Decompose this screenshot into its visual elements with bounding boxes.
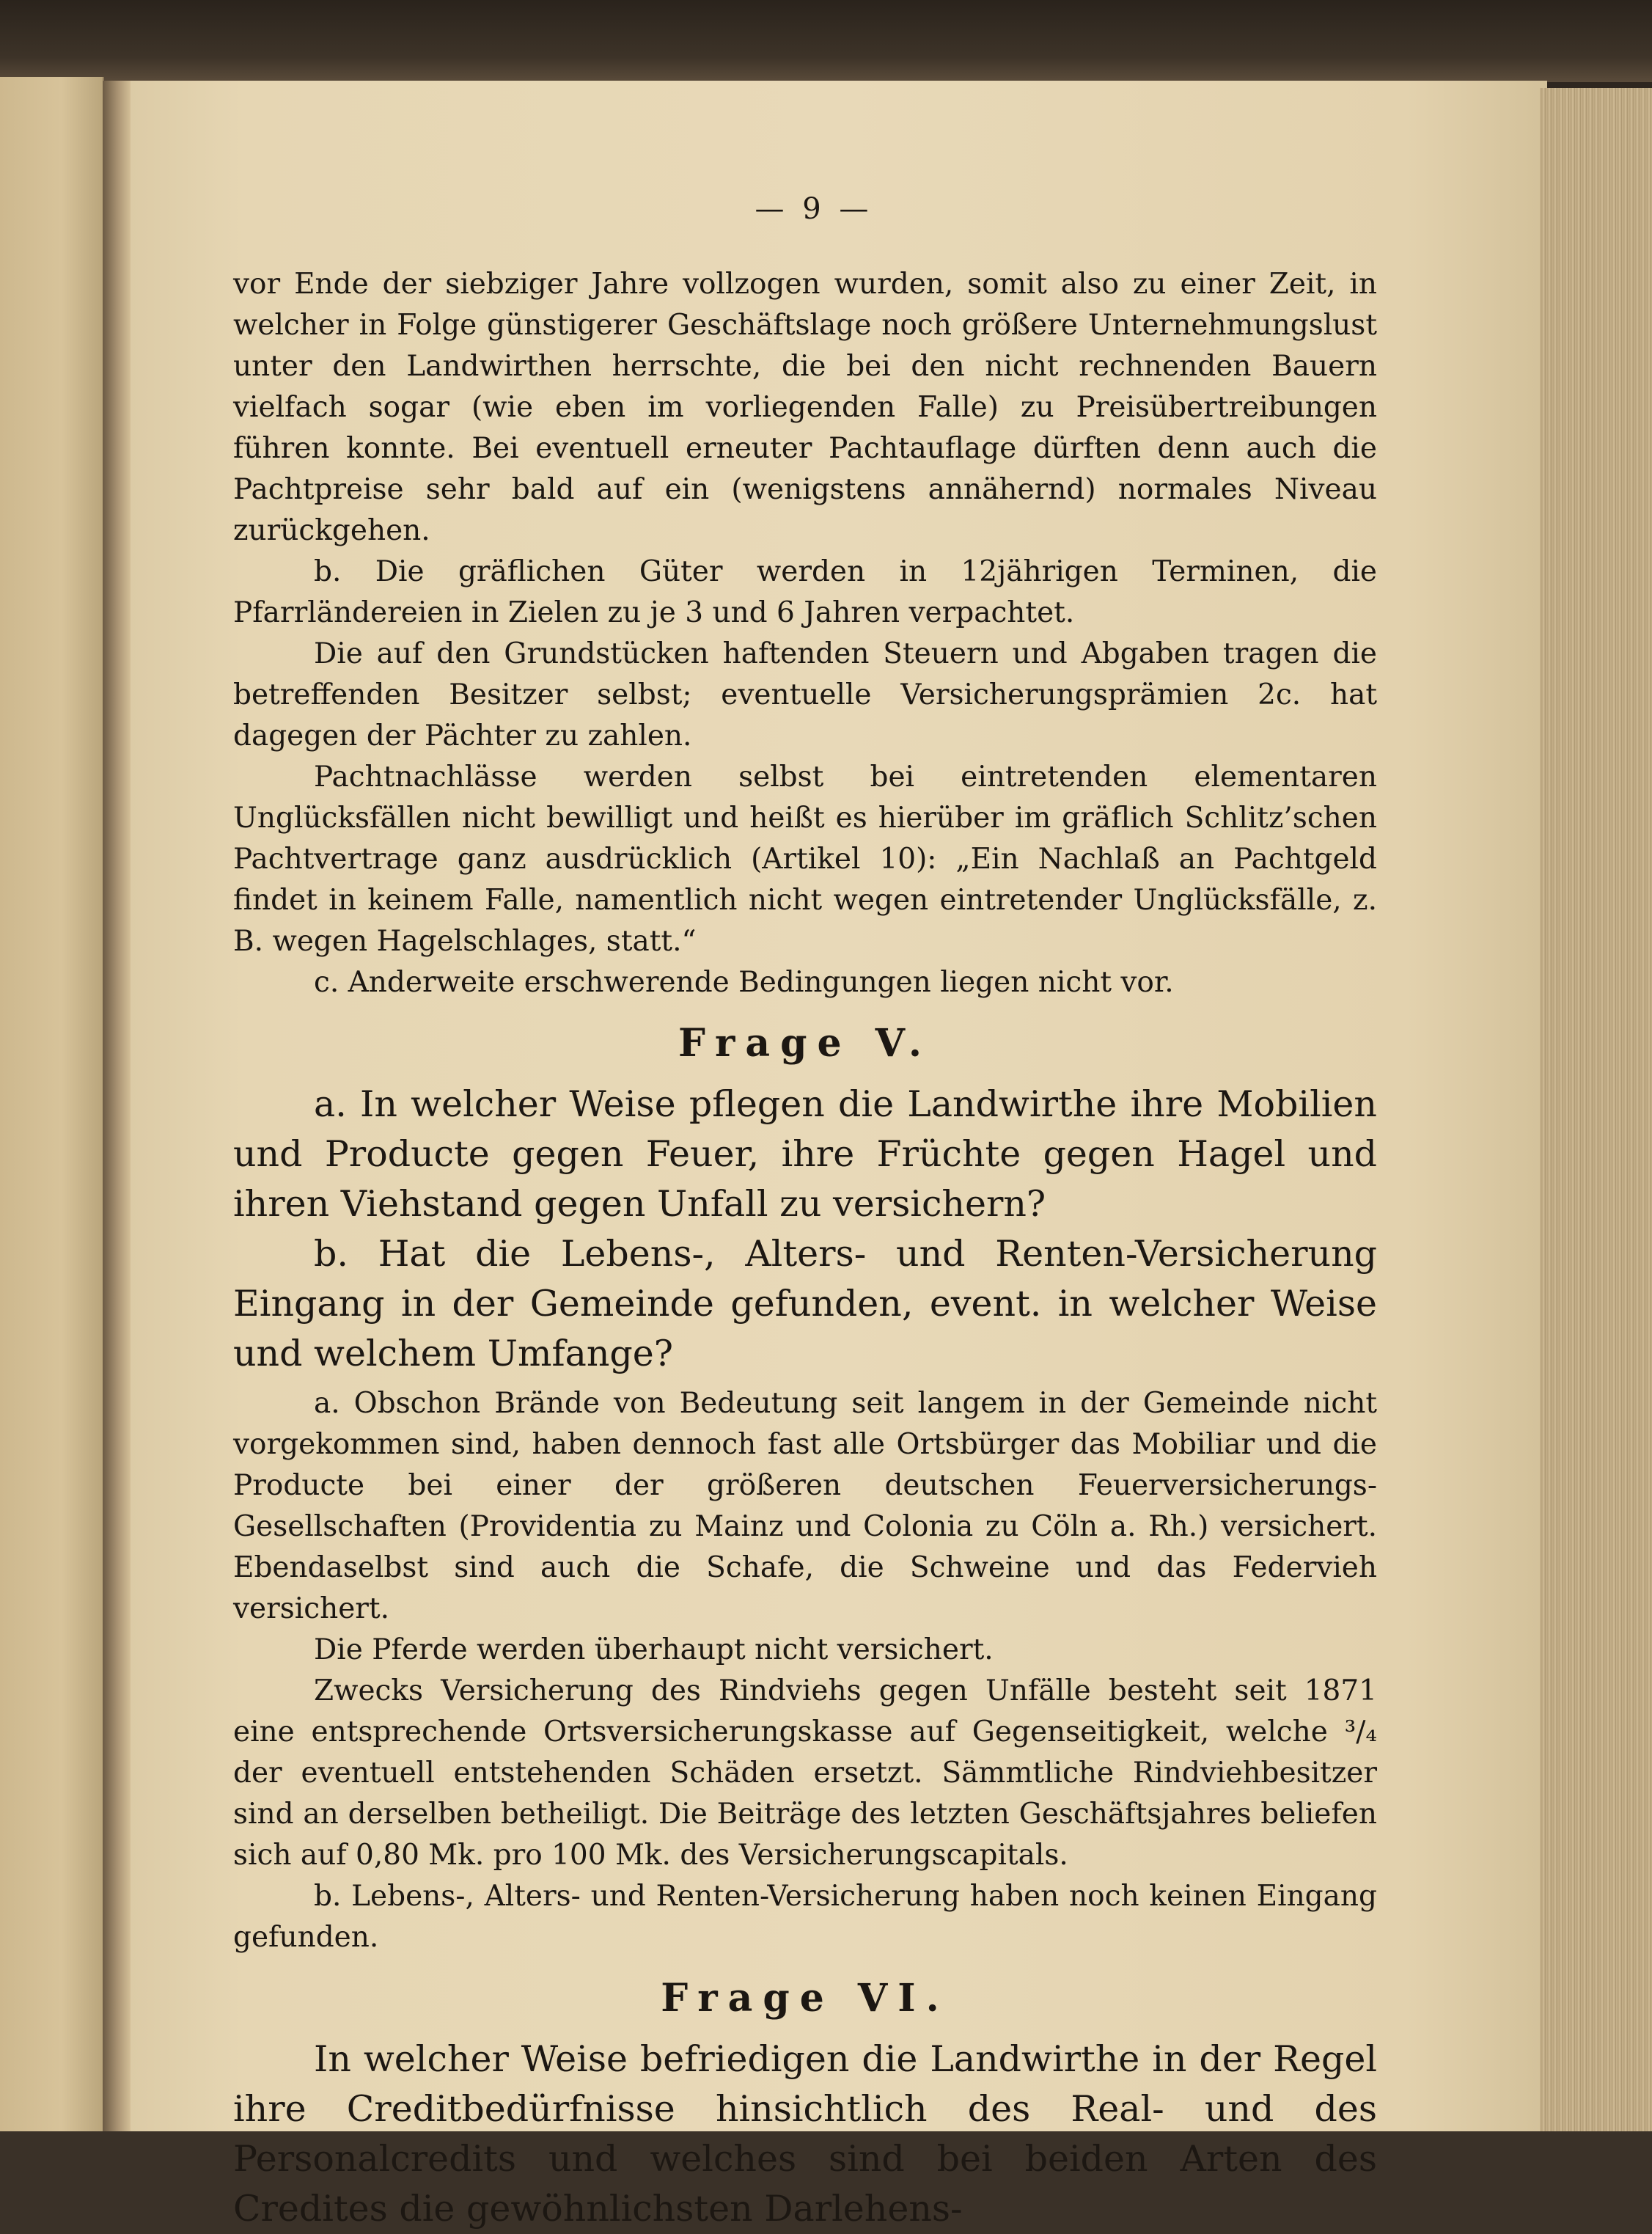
answer-paragraph: a. Obschon Brände von Bedeutung seit langem in der Gemeinde nicht vorgekommen sind, haben dennoch fast alle Ortsbürger das Mobiliar und die Producte bei einer der größeren deutschen Feuerversicherungs-Gesellschaften (Providentia zu Mainz und Colonia zu Cöln a. Rh.) versichert. Ebendaselbst sind auch die Schafe, die Schweine und das Federvieh versichert.: [233, 1387, 1377, 1625]
answer-paragraph: b. Lebens-, Alters- und Renten-Versicherung haben noch keinen Eingang gefunden.: [233, 1880, 1377, 1954]
page-edges: [1540, 88, 1652, 2131]
paragraph: vor Ende der siebziger Jahre vollzogen wurden, somit also zu einer Zeit, in welcher in Folge günstigerer Geschäftslage noch größere Unternehmungslust unter den Landwirthen herrschte, die bei den nicht rechnenden Bauern vielfach sogar (wie eben im vorliegenden Falle) zu Preisübertreibungen führen konnte. Bei eventuell erneuter Pachtauflage dürften denn auch die Pachtpreise sehr bald auf ein (wenigstens annähernd) normales Niveau zurückgehen.: [233, 268, 1377, 547]
paragraph: c. Anderweite erschwerende Bedingungen liegen nicht vor.: [314, 966, 1174, 999]
paragraph: Die auf den Grundstücken haftenden Steuern und Abgaben tragen die betreffenden Besitzer selbst; eventuelle Versicherungsprämien 2c. hat dagegen der Pächter zu zahlen.: [233, 637, 1377, 752]
paragraph: b. Die gräflichen Güter werden in 12jährigen Terminen, die Pfarrländereien in Zielen zu je 3 und 6 Jahren verpachtet.: [233, 555, 1377, 629]
answer-paragraph: Die Pferde werden überhaupt nicht versichert.: [314, 1633, 994, 1666]
question-frage-vi: In welcher Weise befriedigen die Landwirthe in der Regel ihre Creditbedürfnisse hinsichtlich des Real- und des Personalcredits und welches sind bei beiden Arten des Credites die gewöhnlichsten Darlehens-: [233, 2038, 1377, 2230]
question-a: a. In welcher Weise pflegen die Landwirthe ihre Mobilien und Producte gegen Feuer, ihre Früchte gegen Hagel und ihren Viehstand gegen Unfall zu versichern?: [233, 1083, 1377, 1225]
book-gutter: [103, 81, 132, 2131]
top-paragraphs: [233, 264, 1377, 1003]
answer-paragraph: Zwecks Versicherung des Rindviehs gegen Unfälle besteht seit 1871 eine entsprechende Ortsversicherungskasse auf Gegenseitigkeit, welche ³/₄ der eventuell entstehenden Schäden ersetzt. Sämmtliche Rindviehbesitzer sind an derselben betheiligt. Die Beiträge des letzten Geschäftsjahres beliefen sich auf 0,80 Mk. pro 100 Mk. des Versicherungscapitals.: [233, 1674, 1377, 1872]
page-text: [233, 264, 1377, 2234]
page-number: — 9 —: [755, 192, 873, 226]
book-spine-top: [0, 0, 1652, 82]
section-heading-frage-vi: Frage VI.: [661, 1976, 950, 2021]
paragraph: Pachtnachlässe werden selbst bei eintretenden elementaren Unglücksfällen nicht bewilligt und heißt es hierüber im gräflich Schlitz’schen Pachtvertrage ganz ausdrücklich (Artikel 10): „Ein Nachlaß an Pachtgeld findet in keinem Falle, namentlich nicht wegen eintretender Unglücksfälle, z. B. wegen Hagelschlages, statt.“: [233, 761, 1377, 958]
left-page-edge: [0, 77, 104, 2131]
question-b: b. Hat die Lebens-, Alters- und Renten-Versicherung Eingang in der Gemeinde gefunden, event. in welcher Weise und welchem Umfange?: [233, 1233, 1377, 1374]
answers-frage-v: [233, 1383, 1377, 1958]
section-heading-frage-v: Frage V.: [678, 1021, 932, 1066]
